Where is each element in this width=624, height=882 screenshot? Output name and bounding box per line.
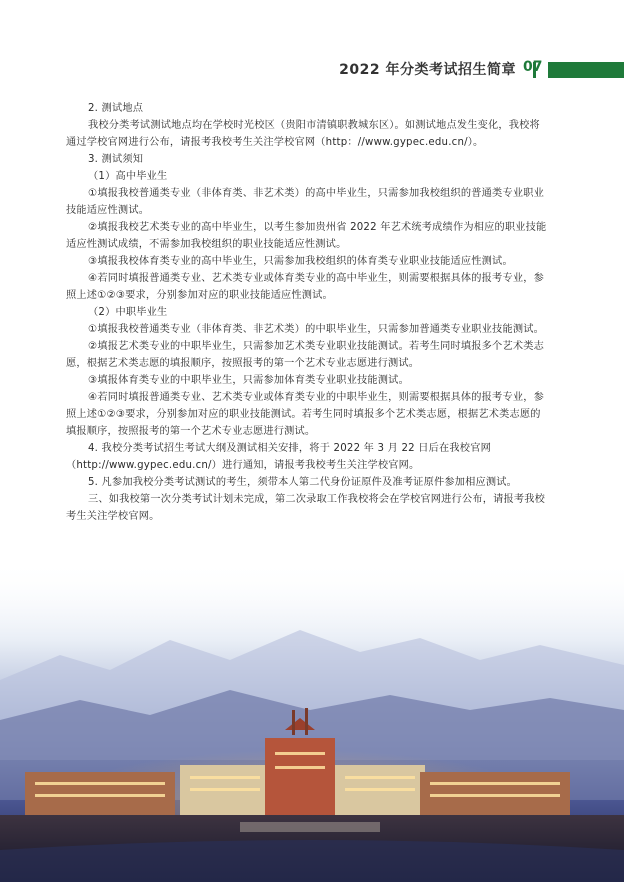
campus-night-photo	[0, 560, 624, 882]
paragraph-voc-1: ①填报我校普通类专业（非体育类、非艺术类）的中职毕业生，只需参加普通类专业职业技能测试。	[88, 324, 544, 335]
page-header-title: 2022 年分类考试招生简章	[339, 62, 516, 78]
page-header	[0, 56, 624, 80]
heading-test-notes: 3. 测试须知	[88, 154, 144, 165]
page-number: 07	[523, 59, 543, 75]
paragraph-hs-2: ②填报我校艺术类专业的高中毕业生，以考生参加贵州省 2022 年艺术统考成绩作为相应的职业技能适应性测试成绩，不需参加我校组织的职业技能适应性测试。	[66, 222, 547, 250]
paragraph-hs-4: ④若同时填报普通类专业、艺术类专业或体育类专业的高中毕业生，则需要根据具体的报考专业，参照上述①②③要求，分别参加对应的职业技能适应性测试。	[66, 273, 544, 301]
paragraph-second-round: 三、如我校第一次分类考试计划未完成，第二次录取工作我校将会在学校官网进行公布，请报考我校考生关注学校官网。	[66, 494, 546, 522]
paragraph-hs-1: ①填报我校普通类专业（非体育类、非艺术类）的高中毕业生，只需参加我校组织的普通类专业职业技能适应性测试。	[66, 188, 544, 216]
paragraph-syllabus: 4. 我校分类考试招生考试大纲及测试相关安排，将于 2022 年 3 月 22 日后在我校官网（http://www.gypec.edu.cn/）进行通知，请报考我校考生关注学校官网。	[66, 443, 491, 471]
header-accent-stripe	[548, 62, 624, 78]
paragraph-id-required: 5. 凡参加我校分类考试测试的考生，须带本人第二代身份证原件及准考证原件参加相应测试。	[88, 477, 518, 488]
subheading-high-school: （1）高中毕业生	[88, 171, 168, 182]
paragraph-hs-3: ③填报我校体育类专业的高中毕业生，只需参加我校组织的体育类专业职业技能适应性测试。	[88, 256, 513, 267]
subheading-vocational: （2）中职毕业生	[88, 307, 168, 318]
heading-test-location: 2. 测试地点	[88, 103, 144, 114]
paragraph-voc-2: ②填报艺术类专业的中职毕业生，只需参加艺术类专业职业技能测试。若考生同时填报多个艺术类志愿，根据艺术类志愿的填报顺序，按照报考的第一个艺术专业志愿进行测试。	[66, 341, 544, 369]
paragraph-voc-4: ④若同时填报普通类专业、艺术类专业或体育类专业的中职毕业生，则需要根据具体的报考专业，参照上述①②③要求，分别参加对应的职业技能测试。若考生同时填报多个艺术类志愿，根据艺术类志愿的填报顺序，按照报考的第一个艺术专业志愿进行测试。	[66, 392, 544, 437]
paragraph-voc-3: ③填报体育类专业的中职毕业生，只需参加体育类专业职业技能测试。	[88, 375, 409, 386]
body-text	[66, 100, 550, 525]
paragraph-test-location: 我校分类考试测试地点均在学校时光校区（贵阳市清镇职教城东区）。如测试地点发生变化，我校将通过学校官网进行公布，请报考我校考生关注学校官网（http：//www.gypec.edu.cn/）。	[66, 120, 540, 148]
